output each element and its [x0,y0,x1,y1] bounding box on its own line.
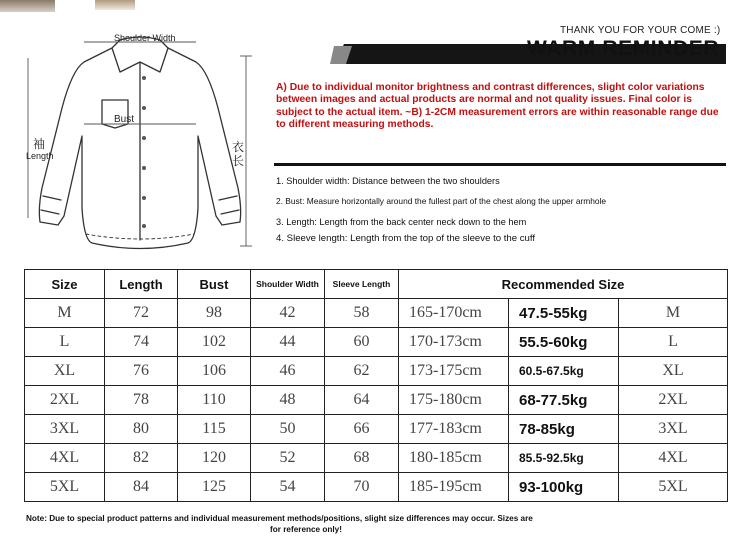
shirt-button [142,224,146,228]
cell-bust: 120 [178,444,251,473]
cell-weight: 60.5-67.5kg [509,357,619,386]
cell-size: 3XL [25,415,105,444]
cell-weight: 85.5-92.5kg [509,444,619,473]
header-bust: Bust [178,270,251,299]
table-row [25,444,728,473]
cell-recommended-size: 2XL [619,386,728,415]
table-row [25,357,728,386]
cell-length: 80 [105,415,178,444]
cell-shoulder: 48 [251,386,325,415]
cell-sleeve: 60 [325,328,399,357]
measurement-length: 3. Length: Length from the back center neck down to the hem [276,217,527,227]
cell-size: 2XL [25,386,105,415]
cell-size: 5XL [25,473,105,502]
cell-shoulder: 44 [251,328,325,357]
cell-length: 82 [105,444,178,473]
header-size: Size [25,270,105,299]
measurement-sleeve: 4. Sleeve length: Length from the top of the sleeve to the cuff [276,233,536,244]
table-row [25,386,728,415]
cell-height: 175-180cm [399,386,509,415]
cell-bust: 110 [178,386,251,415]
shirt-buttons [142,76,146,228]
cell-shoulder: 46 [251,357,325,386]
cell-recommended-size: M [619,299,728,328]
shoulder-width-label: Shoulder Width [114,33,176,43]
table-header-row [25,270,728,299]
cell-recommended-size: L [619,328,728,357]
cell-weight: 78-85kg [509,415,619,444]
cell-sleeve: 66 [325,415,399,444]
shirt-button [142,196,146,200]
shirt-cuff-right [219,196,239,214]
cell-sleeve: 68 [325,444,399,473]
cell-sleeve: 58 [325,299,399,328]
cell-size: M [25,299,105,328]
cell-length: 78 [105,386,178,415]
header-sleeve-length: Sleeve Length [325,270,399,299]
cell-length: 84 [105,473,178,502]
cell-shoulder: 52 [251,444,325,473]
cell-size: 4XL [25,444,105,473]
cell-bust: 115 [178,415,251,444]
cell-height: 177-183cm [399,415,509,444]
table-row [25,473,728,502]
cell-bust: 106 [178,357,251,386]
sleeve-label-en: Length [26,151,54,161]
header-length: Length [105,270,178,299]
cell-sleeve: 62 [325,357,399,386]
length-label-cn: 衣长 [232,140,245,168]
header-shoulder-width: Shoulder Width [251,270,325,299]
size-table [24,269,728,502]
cell-sleeve: 64 [325,386,399,415]
measurement-shoulder: 1. Shoulder width: Distance between the two shoulders [276,176,500,186]
cell-bust: 125 [178,473,251,502]
bust-label: Bust [114,114,135,125]
thanks-text: THANK YOU FOR YOUR COME :) [560,25,721,36]
cell-weight: 47.5-55kg [509,299,619,328]
cell-recommended-size: XL [619,357,728,386]
cell-weight: 55.5-60kg [509,328,619,357]
footer-note-line2: for reference only! [270,525,342,534]
cell-height: 165-170cm [399,299,509,328]
cell-sleeve: 70 [325,473,399,502]
cell-weight: 93-100kg [509,473,619,502]
cell-recommended-size: 3XL [619,415,728,444]
table-row [25,328,728,357]
cell-length: 72 [105,299,178,328]
cell-length: 76 [105,357,178,386]
cell-weight: 68-77.5kg [509,386,619,415]
cell-recommended-size: 5XL [619,473,728,502]
corner-photo-fragment-right [95,0,135,10]
notice-text: A) Due to individual monitor brightness and contrast differences, slight color variations between images and actual products are normal and not quality issues. Final color is subject to the actual item. ~B) 1-2CM measurement errors are within reasonable range due to different measuring methods. [276,82,719,130]
cell-height: 185-195cm [399,473,509,502]
sleeve-label-cn: 袖 [33,137,46,151]
corner-photo-fragment-left [0,0,55,12]
table-row [25,415,728,444]
cell-shoulder: 50 [251,415,325,444]
table-row [25,299,728,328]
cell-size: XL [25,357,105,386]
shirt-button [142,76,146,80]
shirt-diagram [20,28,260,263]
cell-size: L [25,328,105,357]
cell-length: 74 [105,328,178,357]
cell-recommended-size: 4XL [619,444,728,473]
cell-height: 173-175cm [399,357,509,386]
footer-note [26,513,626,535]
measurement-bust: 2. Bust: Measure horizontally around the fullest part of the chest along the upper armhole [276,196,607,206]
cell-bust: 102 [178,328,251,357]
table-body [25,299,728,502]
shirt-button [142,106,146,110]
cell-bust: 98 [178,299,251,328]
warm-reminder-title: WARM REMINDER [527,37,720,60]
shirt-collar [112,37,168,240]
cell-height: 170-173cm [399,328,509,357]
shirt-button [142,166,146,170]
footer-note-line1: Note: Due to special product patterns and individual measurement methods/positions, slight size differences may occur. Sizes are [26,514,533,523]
cell-height: 180-185cm [399,444,509,473]
cell-shoulder: 42 [251,299,325,328]
cell-shoulder: 54 [251,473,325,502]
shirt-button [142,136,146,140]
divider-bar [274,163,726,166]
header-recommended-size: Recommended Size [399,270,728,299]
shirt-cuff-left [41,196,61,214]
